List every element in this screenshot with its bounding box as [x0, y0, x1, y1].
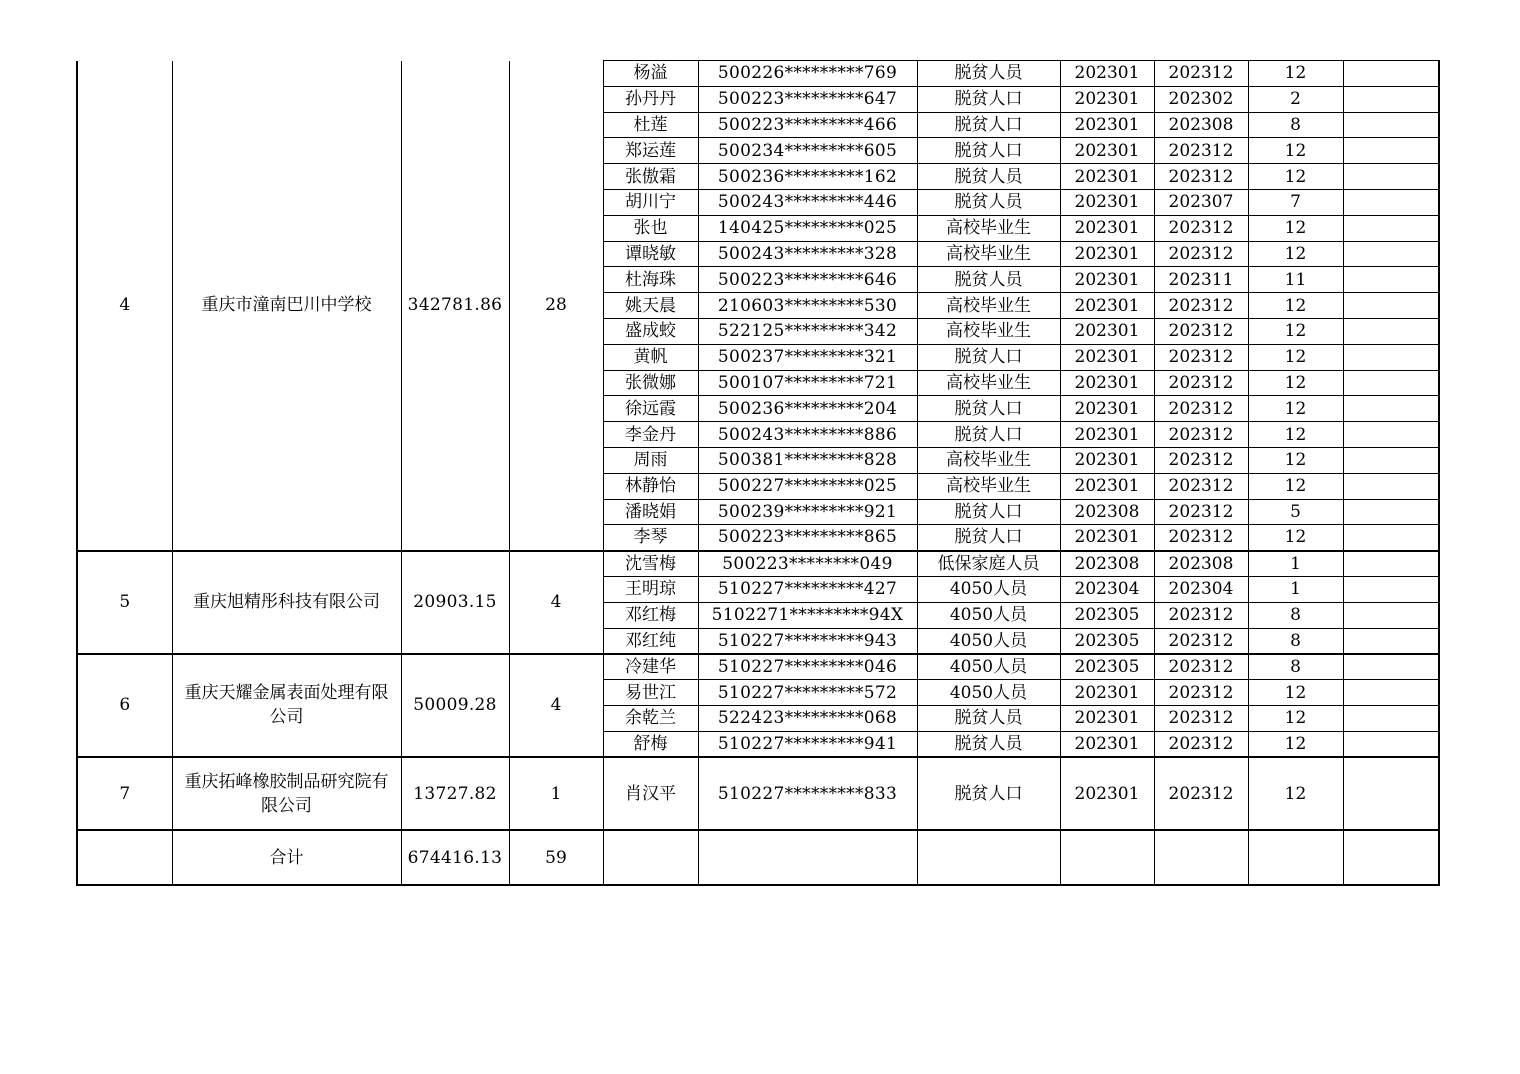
person-type-cell: 脱贫人员: [917, 731, 1060, 757]
months-cell: 12: [1248, 473, 1343, 499]
months-cell: 12: [1248, 241, 1343, 267]
person-name-cell: 李琴: [603, 525, 698, 551]
id-number-cell: 500226*********769: [698, 61, 917, 87]
end-month-cell: 202312: [1154, 215, 1248, 241]
person-name-cell: 王明琼: [603, 576, 698, 602]
person-name-cell: 杜莲: [603, 112, 698, 138]
person-type-cell: 脱贫人口: [917, 86, 1060, 112]
end-month-cell: 202312: [1154, 344, 1248, 370]
end-month-cell: 202312: [1154, 293, 1248, 319]
end-month-cell: 202312: [1154, 602, 1248, 628]
months-cell: 12: [1248, 525, 1343, 551]
id-number-cell: 500107*********721: [698, 370, 917, 396]
start-month-cell: 202308: [1060, 499, 1154, 525]
remark-cell: [1343, 344, 1439, 370]
months-cell: 12: [1248, 396, 1343, 422]
end-month-cell: 202312: [1154, 705, 1248, 731]
subsidy-amount-cell: 20903.15: [401, 551, 509, 654]
remark-cell: [1343, 628, 1439, 654]
person-count-cell: 4: [509, 551, 603, 654]
id-number-cell: 510227*********046: [698, 654, 917, 680]
start-month-cell: 202301: [1060, 189, 1154, 215]
table-row: [77, 551, 1439, 577]
person-type-cell: 高校毕业生: [917, 293, 1060, 319]
person-name-cell: 张微娜: [603, 370, 698, 396]
person-type-cell: 脱贫人口: [917, 757, 1060, 830]
end-month-cell: 202308: [1154, 112, 1248, 138]
person-name-cell: 郑运莲: [603, 138, 698, 164]
months-cell: 12: [1248, 731, 1343, 757]
company-name-cell: 重庆天耀金属表面处理有限公司: [172, 654, 401, 757]
total-amount-cell: 674416.13: [401, 830, 509, 885]
months-cell: 8: [1248, 654, 1343, 680]
person-type-cell: 脱贫人口: [917, 396, 1060, 422]
start-month-cell: 202301: [1060, 61, 1154, 87]
id-number-cell: 500243*********446: [698, 189, 917, 215]
months-cell: 12: [1248, 680, 1343, 706]
person-name-cell: 冷建华: [603, 654, 698, 680]
id-number-cell: 522125*********342: [698, 318, 917, 344]
group-number-cell: 6: [77, 654, 172, 757]
end-month-cell: 202304: [1154, 576, 1248, 602]
end-month-cell: 202312: [1154, 61, 1248, 87]
id-number-cell: 500243*********328: [698, 241, 917, 267]
start-month-cell: 202301: [1060, 447, 1154, 473]
start-month-cell: 202301: [1060, 318, 1154, 344]
remark-cell: [1343, 370, 1439, 396]
end-month-cell: 202312: [1154, 370, 1248, 396]
remark-cell: [1343, 731, 1439, 757]
end-month-cell: 202307: [1154, 189, 1248, 215]
person-name-cell: 邓红纯: [603, 628, 698, 654]
person-name-cell: 盛成蛟: [603, 318, 698, 344]
end-month-cell: 202312: [1154, 318, 1248, 344]
person-name-cell: 余乾兰: [603, 705, 698, 731]
months-cell: 8: [1248, 628, 1343, 654]
id-number-cell: 500223********049: [698, 551, 917, 577]
person-type-cell: 高校毕业生: [917, 318, 1060, 344]
group-number-cell: 5: [77, 551, 172, 654]
remark-cell: [1343, 757, 1439, 830]
months-cell: 12: [1248, 215, 1343, 241]
total-empty-cell: [603, 830, 698, 885]
group-number-cell: 7: [77, 757, 172, 830]
start-month-cell: 202308: [1060, 551, 1154, 577]
remark-cell: [1343, 654, 1439, 680]
total-count-cell: 59: [509, 830, 603, 885]
person-name-cell: 易世江: [603, 680, 698, 706]
total-empty-cell: [698, 830, 917, 885]
person-name-cell: 张傲霜: [603, 164, 698, 190]
start-month-cell: 202301: [1060, 422, 1154, 448]
remark-cell: [1343, 138, 1439, 164]
end-month-cell: 202312: [1154, 422, 1248, 448]
months-cell: 12: [1248, 318, 1343, 344]
person-type-cell: 高校毕业生: [917, 215, 1060, 241]
subsidy-amount-cell: 50009.28: [401, 654, 509, 757]
person-type-cell: 脱贫人员: [917, 705, 1060, 731]
id-number-cell: 500236*********162: [698, 164, 917, 190]
months-cell: 2: [1248, 86, 1343, 112]
months-cell: 12: [1248, 705, 1343, 731]
remark-cell: [1343, 422, 1439, 448]
start-month-cell: 202301: [1060, 680, 1154, 706]
remark-cell: [1343, 189, 1439, 215]
person-name-cell: 胡川宁: [603, 189, 698, 215]
person-type-cell: 高校毕业生: [917, 473, 1060, 499]
end-month-cell: 202312: [1154, 525, 1248, 551]
person-name-cell: 杨溢: [603, 61, 698, 87]
person-type-cell: 脱贫人口: [917, 344, 1060, 370]
remark-cell: [1343, 525, 1439, 551]
start-month-cell: 202301: [1060, 396, 1154, 422]
total-empty-cell: [1248, 830, 1343, 885]
remark-cell: [1343, 112, 1439, 138]
person-type-cell: 脱贫人口: [917, 525, 1060, 551]
id-number-cell: 500234*********605: [698, 138, 917, 164]
remark-cell: [1343, 267, 1439, 293]
person-name-cell: 沈雪梅: [603, 551, 698, 577]
start-month-cell: 202305: [1060, 654, 1154, 680]
end-month-cell: 202312: [1154, 447, 1248, 473]
person-count-cell: 28: [509, 61, 603, 551]
id-number-cell: 500227*********025: [698, 473, 917, 499]
id-number-cell: 510227*********941: [698, 731, 917, 757]
person-type-cell: 高校毕业生: [917, 241, 1060, 267]
total-label-cell: 合计: [172, 830, 401, 885]
person-count-cell: 4: [509, 654, 603, 757]
end-month-cell: 202312: [1154, 164, 1248, 190]
id-number-cell: 500223*********647: [698, 86, 917, 112]
end-month-cell: 202312: [1154, 731, 1248, 757]
person-type-cell: 低保家庭人员: [917, 551, 1060, 577]
id-number-cell: 500236*********204: [698, 396, 917, 422]
months-cell: 12: [1248, 757, 1343, 830]
group-number-cell: 4: [77, 61, 172, 551]
id-number-cell: 510227*********833: [698, 757, 917, 830]
person-name-cell: 肖汉平: [603, 757, 698, 830]
person-name-cell: 舒梅: [603, 731, 698, 757]
person-type-cell: 4050人员: [917, 628, 1060, 654]
person-name-cell: 邓红梅: [603, 602, 698, 628]
start-month-cell: 202301: [1060, 267, 1154, 293]
table-body: [77, 61, 1439, 886]
months-cell: 7: [1248, 189, 1343, 215]
end-month-cell: 202312: [1154, 680, 1248, 706]
person-type-cell: 高校毕业生: [917, 447, 1060, 473]
person-type-cell: 脱贫人口: [917, 422, 1060, 448]
start-month-cell: 202301: [1060, 86, 1154, 112]
person-name-cell: 孙丹丹: [603, 86, 698, 112]
start-month-cell: 202301: [1060, 241, 1154, 267]
months-cell: 12: [1248, 138, 1343, 164]
person-type-cell: 脱贫人口: [917, 112, 1060, 138]
table-row: [77, 61, 1439, 87]
subsidy-amount-cell: 342781.86: [401, 61, 509, 551]
subsidy-amount-cell: 13727.82: [401, 757, 509, 830]
end-month-cell: 202312: [1154, 396, 1248, 422]
end-month-cell: 202312: [1154, 757, 1248, 830]
start-month-cell: 202301: [1060, 215, 1154, 241]
id-number-cell: 522423*********068: [698, 705, 917, 731]
id-number-cell: 500223*********466: [698, 112, 917, 138]
start-month-cell: 202305: [1060, 628, 1154, 654]
id-number-cell: 5102271*********94X: [698, 602, 917, 628]
person-count-cell: 1: [509, 757, 603, 830]
id-number-cell: 500223*********865: [698, 525, 917, 551]
months-cell: 12: [1248, 344, 1343, 370]
remark-cell: [1343, 680, 1439, 706]
remark-cell: [1343, 318, 1439, 344]
end-month-cell: 202312: [1154, 654, 1248, 680]
remark-cell: [1343, 576, 1439, 602]
end-month-cell: 202312: [1154, 241, 1248, 267]
months-cell: 12: [1248, 164, 1343, 190]
end-month-cell: 202312: [1154, 473, 1248, 499]
person-name-cell: 谭晓敏: [603, 241, 698, 267]
person-name-cell: 姚天晨: [603, 293, 698, 319]
start-month-cell: 202301: [1060, 293, 1154, 319]
end-month-cell: 202308: [1154, 551, 1248, 577]
start-month-cell: 202305: [1060, 602, 1154, 628]
person-type-cell: 4050人员: [917, 602, 1060, 628]
subsidy-table: [76, 60, 1440, 886]
remark-cell: [1343, 551, 1439, 577]
company-name-cell: 重庆旭精彤科技有限公司: [172, 551, 401, 654]
table-row: [77, 654, 1439, 680]
person-name-cell: 徐远霞: [603, 396, 698, 422]
person-name-cell: 张也: [603, 215, 698, 241]
total-empty-cell: [1154, 830, 1248, 885]
person-type-cell: 4050人员: [917, 680, 1060, 706]
person-name-cell: 黄帆: [603, 344, 698, 370]
total-empty-cell: [1060, 830, 1154, 885]
months-cell: 8: [1248, 112, 1343, 138]
remark-cell: [1343, 447, 1439, 473]
months-cell: 12: [1248, 447, 1343, 473]
person-name-cell: 周雨: [603, 447, 698, 473]
person-name-cell: 李金丹: [603, 422, 698, 448]
person-name-cell: 杜海珠: [603, 267, 698, 293]
table-row: [77, 757, 1439, 830]
months-cell: 1: [1248, 576, 1343, 602]
person-name-cell: 潘晓娟: [603, 499, 698, 525]
months-cell: 8: [1248, 602, 1343, 628]
id-number-cell: 500239*********921: [698, 499, 917, 525]
start-month-cell: 202301: [1060, 525, 1154, 551]
months-cell: 5: [1248, 499, 1343, 525]
id-number-cell: 510227*********427: [698, 576, 917, 602]
person-type-cell: 脱贫人口: [917, 499, 1060, 525]
remark-cell: [1343, 705, 1439, 731]
total-row: [77, 830, 1439, 885]
end-month-cell: 202312: [1154, 138, 1248, 164]
person-type-cell: 脱贫人员: [917, 61, 1060, 87]
remark-cell: [1343, 396, 1439, 422]
person-name-cell: 林静怡: [603, 473, 698, 499]
person-type-cell: 脱贫人员: [917, 267, 1060, 293]
remark-cell: [1343, 473, 1439, 499]
remark-cell: [1343, 86, 1439, 112]
start-month-cell: 202301: [1060, 370, 1154, 396]
months-cell: 12: [1248, 61, 1343, 87]
months-cell: 12: [1248, 422, 1343, 448]
id-number-cell: 500243*********886: [698, 422, 917, 448]
person-type-cell: 脱贫人员: [917, 164, 1060, 190]
remark-cell: [1343, 61, 1439, 87]
remark-cell: [1343, 164, 1439, 190]
remark-cell: [1343, 241, 1439, 267]
end-month-cell: 202302: [1154, 86, 1248, 112]
id-number-cell: 500237*********321: [698, 344, 917, 370]
start-month-cell: 202301: [1060, 138, 1154, 164]
total-empty-cell: [77, 830, 172, 885]
person-type-cell: 4050人员: [917, 654, 1060, 680]
id-number-cell: 500223*********646: [698, 267, 917, 293]
id-number-cell: 210603*********530: [698, 293, 917, 319]
remark-cell: [1343, 215, 1439, 241]
end-month-cell: 202312: [1154, 499, 1248, 525]
id-number-cell: 510227*********943: [698, 628, 917, 654]
end-month-cell: 202311: [1154, 267, 1248, 293]
months-cell: 12: [1248, 293, 1343, 319]
person-type-cell: 脱贫人员: [917, 189, 1060, 215]
remark-cell: [1343, 499, 1439, 525]
start-month-cell: 202301: [1060, 164, 1154, 190]
person-type-cell: 4050人员: [917, 576, 1060, 602]
start-month-cell: 202301: [1060, 112, 1154, 138]
start-month-cell: 202301: [1060, 705, 1154, 731]
months-cell: 1: [1248, 551, 1343, 577]
remark-cell: [1343, 293, 1439, 319]
start-month-cell: 202301: [1060, 731, 1154, 757]
remark-cell: [1343, 602, 1439, 628]
start-month-cell: 202301: [1060, 344, 1154, 370]
months-cell: 11: [1248, 267, 1343, 293]
id-number-cell: 140425*********025: [698, 215, 917, 241]
end-month-cell: 202312: [1154, 628, 1248, 654]
company-name-cell: 重庆拓峰橡胶制品研究院有限公司: [172, 757, 401, 830]
total-empty-cell: [1343, 830, 1439, 885]
total-empty-cell: [917, 830, 1060, 885]
months-cell: 12: [1248, 370, 1343, 396]
start-month-cell: 202304: [1060, 576, 1154, 602]
id-number-cell: 500381*********828: [698, 447, 917, 473]
start-month-cell: 202301: [1060, 473, 1154, 499]
id-number-cell: 510227*********572: [698, 680, 917, 706]
person-type-cell: 脱贫人口: [917, 138, 1060, 164]
start-month-cell: 202301: [1060, 757, 1154, 830]
person-type-cell: 高校毕业生: [917, 370, 1060, 396]
company-name-cell: 重庆市潼南巴川中学校: [172, 61, 401, 551]
